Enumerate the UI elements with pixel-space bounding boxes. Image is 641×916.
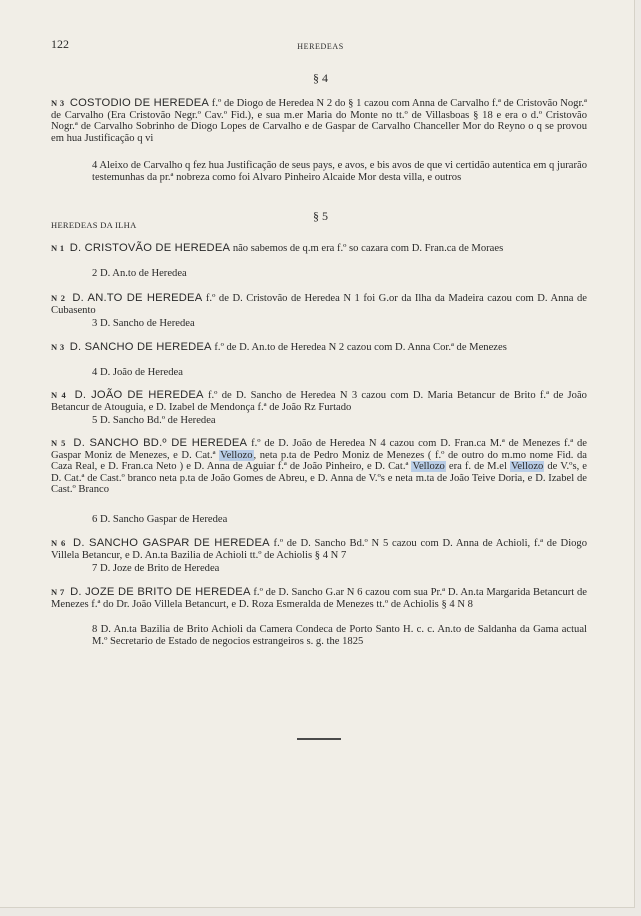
entry-joao bbox=[51, 390, 587, 413]
entry-child: 8 D. An.ta Bazilia de Brito Achioli da Camera Condeca de Porto Santo H. c. c. An.to de Saldanha da Gama actual M.º Secretario de Estado de negocios estrangeiros s. g. the 1825 bbox=[92, 624, 587, 647]
entry-text: era f. de M.el bbox=[445, 461, 510, 472]
entry-number: N 2 bbox=[51, 293, 66, 303]
entry-name: D. SANCHO DE HEREDEA bbox=[69, 341, 212, 353]
entry-number: N 5 bbox=[51, 438, 66, 448]
search-highlight: Vellozo bbox=[510, 461, 544, 472]
entry-number: N 6 bbox=[51, 538, 66, 548]
entry-sancho-bd bbox=[51, 438, 587, 496]
entry-child: 6 D. Sancho Gaspar de Heredea bbox=[92, 514, 228, 525]
entry-number: N 1 bbox=[51, 243, 65, 253]
entry-text: não sabemos de q.m era f.º so cazara com D. Fran.ca de Moraes bbox=[232, 243, 504, 254]
section-heading-4: § 4 bbox=[313, 71, 328, 85]
section-label-ilha: HEREDEAS DA ILHA bbox=[51, 220, 137, 230]
entry-number: N 7 bbox=[51, 587, 65, 597]
entry-sancho bbox=[51, 342, 587, 354]
entry-cristovao bbox=[51, 243, 587, 255]
entry-name: D. SANCHO BD.º DE HEREDEA bbox=[73, 437, 248, 449]
entry-child: 4 D. João de Heredea bbox=[92, 367, 183, 378]
entry-costodio bbox=[51, 98, 587, 144]
entry-text: de V.ºs, e D. Cat.ª de Cast.º branco neta p.ta de João Gomes de Abreu, e D. Anna de V.ºs e neta m.ta de João Teive Doria, e D. Izabel de Cast.º Branco bbox=[51, 461, 587, 495]
page-number: 122 bbox=[51, 37, 69, 51]
entry-name: D. JOÃO DE HEREDEA bbox=[74, 389, 204, 401]
entry-name: D. SANCHO GASPAR DE HEREDEA bbox=[73, 537, 270, 549]
entry-name: D. AN.TO DE HEREDEA bbox=[72, 292, 203, 304]
entry-joze bbox=[51, 587, 587, 610]
entry-text: f.º de D. Cristovão de Heredea N 1 foi G.or da Ilha da Madeira cazou com D. Anna de Cubasento bbox=[51, 293, 587, 316]
entry-text: , neta p.ta de Pedro Moniz de Menezes ( f.º de outro do m.mo nome Fid. da Caza Real, e D. Fran.ca Neto ) e D. Anna de Aguiar f.ª de João Pinheiro, e D. Cat.ª bbox=[51, 449, 587, 472]
entry-number: N 3 bbox=[51, 342, 65, 352]
entry-name: D. JOZE DE BRITO DE HEREDEA bbox=[70, 586, 251, 598]
entry-child: 3 D. Sancho de Heredea bbox=[92, 318, 195, 329]
entry-text: f.º de D. Sancho G.ar N 6 cazou com sua Pr.ª D. An.ta Margarida Betancurt de Menezes f.ª do Dr. João Villela Betancurt, e D. Roza Esmeralda de Menezes tt.º de Achiolis § 4 N 8 bbox=[51, 587, 587, 610]
entry-text: f.º de Diogo de Heredea N 2 do § 1 cazou com Anna de Carvalho f.ª de Cristovão Nogr.ª de Carvalho (Era Cristovão Negr.º Cav.º Fid.), e sua m.er Maria do Monte no tt.º de Villasboas § 18 e era o d.º Cristovão Nogr.ª de Carvalho Sobrinho de Diogo Lopes de Carvalho e de Gaspar de Carvalho Chanceller Mor do Reyno o q se provou em hua Justificação q vi bbox=[51, 98, 587, 144]
entry-text: f.º de D. Sancho Bd.º N 5 cazou com D. Anna de Achioli, f.ª de Diogo Villela Betancur, e D. An.ta Bazilia de Achioli tt.º de Achiolis § 4 N 7 bbox=[51, 538, 588, 561]
entry-anto bbox=[51, 293, 587, 316]
search-highlight: Vellozo bbox=[412, 461, 445, 472]
search-highlight: Vellozo bbox=[220, 449, 253, 461]
entry-number: N 4 bbox=[51, 390, 67, 400]
entry-child: 4 Aleixo de Carvalho q fez hua Justificação de seus pays, e avos, e bis avos de que vi certidão autentica em q jurarão testemunhas da pr.ª nobreza como foi Alvaro Pinheiro Alcaide Mor desta villa, e outros bbox=[92, 160, 587, 183]
entry-child: 5 D. Sancho Bd.º de Heredea bbox=[92, 415, 216, 426]
entry-number: N 3 bbox=[51, 98, 65, 108]
section-heading-5: § 5 bbox=[313, 209, 328, 223]
entry-text: f.º de D. An.to de Heredea N 2 cazou com D. Anna Cor.ª de Menezes bbox=[214, 342, 507, 353]
entry-child: 2 D. An.to de Heredea bbox=[92, 268, 187, 279]
end-rule bbox=[297, 738, 341, 740]
entry-child: 7 D. Joze de Brito de Heredea bbox=[92, 563, 220, 574]
running-title: HEREDEAS bbox=[297, 42, 344, 51]
entry-name: D. CRISTOVÃO DE HEREDEA bbox=[69, 242, 231, 254]
entry-name: COSTODIO DE HEREDEA bbox=[69, 97, 210, 109]
entry-text: f.º de D. João de Heredea N 4 cazou com D. Fran.ca M.ª de Menezes f.ª de Gaspar Moniz de Menezes, e D. Cat.ª bbox=[51, 438, 588, 461]
entry-text: f.º de D. Sancho de Heredea N 3 cazou com D. Maria Betancur de Brito f.ª de João Betancur de Atouguia, e D. Izabel de Mendonça f.ª de João Rz Furtado bbox=[51, 390, 587, 413]
entry-sancho-gaspar bbox=[51, 538, 587, 561]
